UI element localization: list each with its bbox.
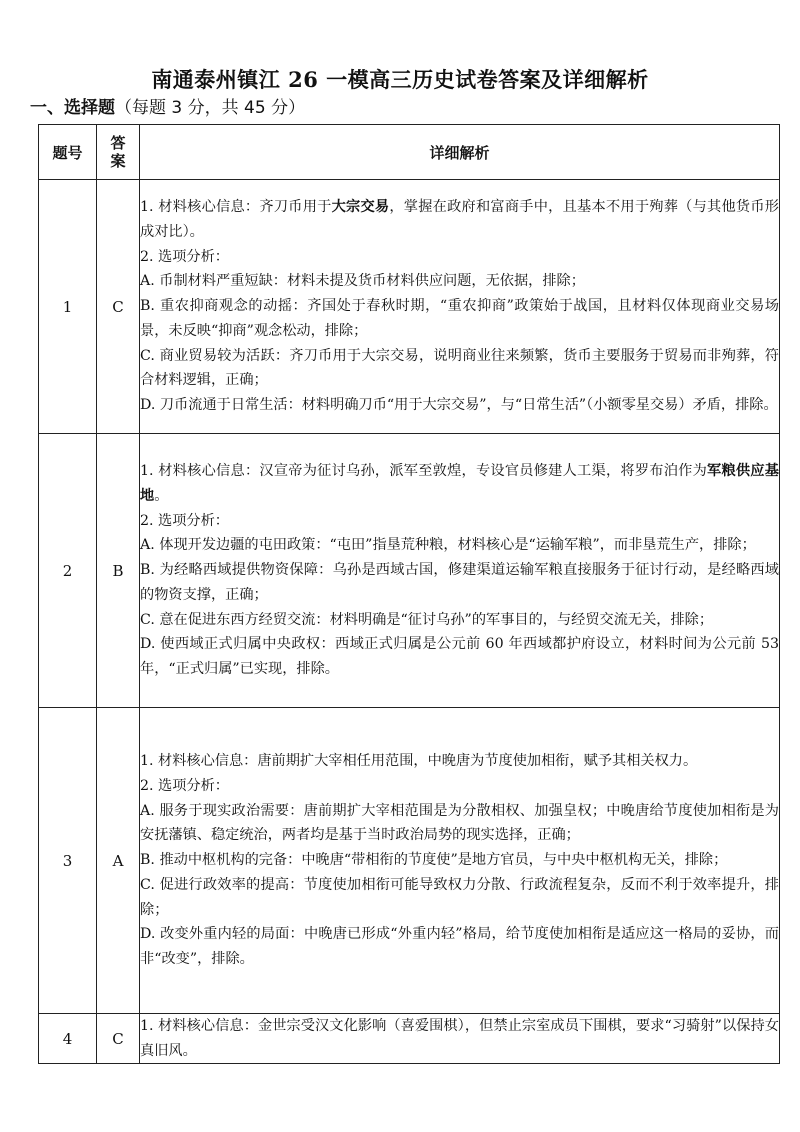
explanation-text: D. 刀币流通于日常生活：材料明确刀币“用于大宗交易”，与“日常生活”（小额零星交易）矛盾，排除。 bbox=[140, 396, 778, 413]
explanation-paragraph bbox=[140, 245, 779, 270]
answer-letter: A bbox=[97, 708, 140, 1014]
table-header-row bbox=[39, 125, 780, 180]
explanation-paragraph bbox=[140, 393, 779, 418]
explanation-text: 2. 选项分析： bbox=[140, 778, 229, 795]
table-row bbox=[39, 180, 780, 434]
answer-table-body bbox=[39, 180, 780, 1064]
answer-letter: B bbox=[97, 434, 140, 708]
question-number: 4 bbox=[39, 1014, 97, 1064]
document-title: 南通泰州镇江 26 一模高三历史试卷答案及详细解析 bbox=[151, 67, 649, 92]
explanation-text: C. 意在促进东西方经贸交流：材料明确是“征讨乌孙”的军事目的，与经贸交流无关，排除； bbox=[140, 611, 714, 628]
section-label: 一、选择题 bbox=[30, 98, 115, 118]
explanation-paragraph bbox=[140, 294, 779, 343]
header-answer bbox=[97, 125, 140, 180]
question-number: 2 bbox=[39, 434, 97, 708]
explanation-text: 2. 选项分析： bbox=[140, 248, 229, 265]
header-detail: 详细解析 bbox=[140, 125, 780, 180]
explanation-text: A. 体现开发边疆的屯田政策：“屯田”指垦荒种粮，材料核心是“运输军粮”，而非垦荒生产，排除； bbox=[140, 537, 756, 554]
explanation-text: B. 为经略西域提供物资保障：乌孙是西域古国，修建渠道运输军粮直接服务于征讨行动，是经略西域的物资支撑，正确； bbox=[140, 562, 779, 603]
answer-letter: C bbox=[97, 180, 140, 434]
table-row bbox=[39, 434, 780, 708]
explanation-text: 1. 材料核心信息：汉宣帝为征讨乌孙，派军至敦煌，专设官员修建人工渠，将罗布泊作为 bbox=[140, 463, 708, 480]
explanation-paragraph bbox=[140, 344, 779, 393]
explanation-paragraph bbox=[140, 269, 779, 294]
explanation-paragraph bbox=[140, 509, 779, 534]
explanation-text: B. 推动中枢机构的完备：中晚唐“带相衔的节度使”是地方官员，与中央中枢机构无关，排除； bbox=[140, 852, 728, 869]
explanation-paragraph bbox=[140, 459, 779, 508]
table-row bbox=[39, 1014, 780, 1064]
explanation-paragraph bbox=[140, 533, 779, 558]
header-answer-line2: 案 bbox=[110, 152, 126, 170]
explanation-text: 2. 选项分析： bbox=[140, 512, 229, 529]
section-heading bbox=[30, 96, 305, 120]
detail-explanation bbox=[140, 180, 780, 434]
explanation-paragraph bbox=[140, 608, 779, 633]
answer-letter: C bbox=[97, 1014, 140, 1064]
detail-explanation bbox=[140, 708, 780, 1014]
explanation-text: C. 促进行政效率的提高：节度使加相衔可能导致权力分散、行政流程复杂，反而不利于效率提升，排除； bbox=[140, 876, 779, 918]
explanation-text: D. 改变外重内轻的局面：中晚唐已形成“外重内轻”格局，给节度使加相衔是适应这一格局的妥协，而非“改变”，排除。 bbox=[140, 926, 779, 967]
explanation-paragraph bbox=[140, 195, 779, 244]
table-row bbox=[39, 708, 780, 1014]
explanation-text: 1. 材料核心信息：齐刀币用于 bbox=[140, 199, 332, 216]
explanation-emphasis: 军粮供应基地 bbox=[140, 463, 779, 505]
explanation-text: 。 bbox=[154, 488, 169, 505]
explanation-paragraph bbox=[140, 848, 779, 873]
explanation-text: ，掌握在政府和富商手中，且基本不用于殉葬（与其他货币形成对比）。 bbox=[140, 199, 779, 241]
explanation-text: 1. 材料核心信息：唐前期扩大宰相任用范围，中晚唐为节度使加相衔，赋予其相关权力。 bbox=[140, 753, 698, 770]
header-answer-line1: 答 bbox=[110, 134, 126, 152]
question-number: 1 bbox=[39, 180, 97, 434]
explanation-text: D. 使西域正式归属中央政权：西域正式归属是公元前 60 年西域都护府设立，材料时间为公元前 53 年，“正式归属”已实现，排除。 bbox=[140, 636, 779, 677]
answer-table bbox=[38, 124, 780, 1064]
explanation-text: C. 商业贸易较为活跃：齐刀币用于大宗交易，说明商业往来频繁，货币主要服务于贸易而非殉葬，符合材料逻辑，正确； bbox=[140, 347, 779, 389]
explanation-paragraph bbox=[140, 774, 779, 799]
explanation-paragraph bbox=[140, 749, 779, 774]
explanation-text: 1. 材料核心信息：金世宗受汉文化影响（喜爱围棋），但禁止宗室成员下围棋，要求“习骑射”以保持女真旧风。 bbox=[140, 1018, 779, 1059]
explanation-text: A. 服务于现实政治需要：唐前期扩大宰相范围是为分散相权、加强皇权；中晚唐给节度使加相衔是为安抚藩镇、稳定统治，两者均是基于当时政治局势的现实选择，正确； bbox=[140, 802, 779, 844]
detail-explanation bbox=[140, 434, 780, 708]
explanation-paragraph bbox=[140, 632, 779, 681]
detail-explanation bbox=[140, 1014, 780, 1064]
explanation-paragraph bbox=[140, 799, 779, 848]
explanation-paragraph bbox=[140, 873, 779, 922]
explanation-paragraph bbox=[140, 922, 779, 971]
explanation-emphasis: 大宗交易 bbox=[331, 199, 390, 216]
question-number: 3 bbox=[39, 708, 97, 1014]
header-question-number: 题号 bbox=[39, 125, 97, 180]
section-note: （每题 3 分，共 45 分） bbox=[115, 98, 306, 118]
explanation-paragraph bbox=[140, 1014, 779, 1063]
explanation-text: A. 币制材料严重短缺：材料未提及货币材料供应问题，无依据，排除； bbox=[140, 273, 585, 290]
explanation-text: B. 重农抑商观念的动摇：齐国处于春秋时期，“重农抑商”政策始于战国，且材料仅体现商业交易场景，未反映“抑商”观念松动，排除； bbox=[140, 298, 779, 339]
explanation-paragraph bbox=[140, 558, 779, 607]
